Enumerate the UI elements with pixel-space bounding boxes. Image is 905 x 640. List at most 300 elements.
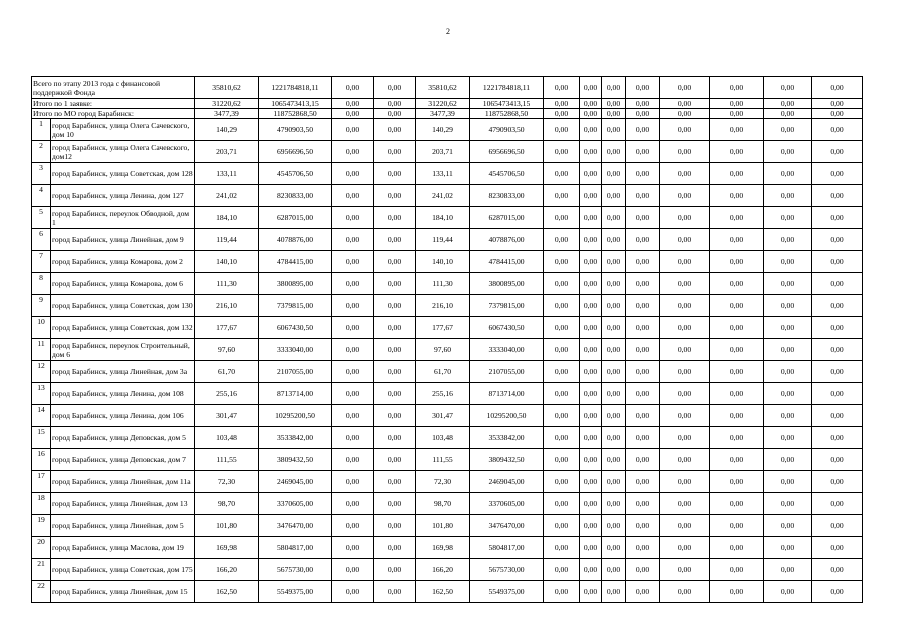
zero-value: 0,00 [812, 427, 863, 449]
zero-value: 0,00 [602, 339, 626, 361]
zero-value: 0,00 [544, 383, 580, 405]
area-repeat: 216,10 [416, 295, 470, 317]
zero-value: 0,00 [812, 317, 863, 339]
row-number: 12 [32, 361, 51, 383]
zero-value: 0,00 [764, 515, 812, 537]
zero-value: 0,00 [374, 405, 416, 427]
area-repeat: 301,47 [416, 405, 470, 427]
cost-repeat: 5549375,00 [470, 581, 544, 603]
zero-value: 0,00 [710, 427, 764, 449]
zero-value: 0,00 [374, 559, 416, 581]
total-cost: 4784415,00 [259, 251, 332, 273]
row-number: 5 [32, 207, 51, 229]
summary-value: 0,00 [602, 77, 626, 99]
zero-value: 0,00 [626, 427, 660, 449]
row-number: 11 [32, 339, 51, 361]
zero-value: 0,00 [710, 405, 764, 427]
zero-value: 0,00 [710, 449, 764, 471]
zero-value: 0,00 [374, 581, 416, 603]
zero-value: 0,00 [626, 537, 660, 559]
resettlement-table [31, 76, 863, 603]
zero-value: 0,00 [764, 229, 812, 251]
zero-value: 0,00 [580, 471, 602, 493]
zero-value: 0,00 [764, 537, 812, 559]
zero-value: 0,00 [332, 559, 374, 581]
cost-repeat: 4078876,00 [470, 229, 544, 251]
zero-value: 0,00 [626, 163, 660, 185]
summary-value: 0,00 [710, 77, 764, 99]
cost-repeat: 2107055,00 [470, 361, 544, 383]
area-repeat: 241,02 [416, 185, 470, 207]
table-row [32, 273, 863, 295]
area-repeat: 103,48 [416, 427, 470, 449]
house-address: город Барабинск, улица Комарова, дом 6 [51, 273, 195, 295]
total-area: 72,30 [195, 471, 259, 493]
summary-value: 0,00 [602, 109, 626, 119]
total-area: 241,02 [195, 185, 259, 207]
zero-value: 0,00 [374, 163, 416, 185]
house-address: город Барабинск, улица Олега Сачевского, дом12 [51, 141, 195, 163]
zero-value: 0,00 [626, 119, 660, 141]
zero-value: 0,00 [602, 317, 626, 339]
total-area: 97,60 [195, 339, 259, 361]
table-row [32, 471, 863, 493]
zero-value: 0,00 [332, 427, 374, 449]
house-address: город Барабинск, улица Линейная, дом 13 [51, 493, 195, 515]
table-row [32, 185, 863, 207]
cost-repeat: 8230833,00 [470, 185, 544, 207]
total-cost: 5804817,00 [259, 537, 332, 559]
summary-value: 0,00 [332, 99, 374, 109]
cost-repeat: 10295200,50 [470, 405, 544, 427]
zero-value: 0,00 [660, 383, 710, 405]
zero-value: 0,00 [580, 295, 602, 317]
zero-value: 0,00 [764, 471, 812, 493]
cost-repeat: 3533842,00 [470, 427, 544, 449]
zero-value: 0,00 [332, 251, 374, 273]
summary-value: 0,00 [544, 99, 580, 109]
summary-value: 0,00 [812, 77, 863, 99]
zero-value: 0,00 [764, 317, 812, 339]
area-repeat: 169,98 [416, 537, 470, 559]
zero-value: 0,00 [602, 559, 626, 581]
total-cost: 3800895,00 [259, 273, 332, 295]
zero-value: 0,00 [580, 141, 602, 163]
zero-value: 0,00 [374, 515, 416, 537]
zero-value: 0,00 [544, 251, 580, 273]
table-row [32, 141, 863, 163]
zero-value: 0,00 [660, 317, 710, 339]
total-area: 103,48 [195, 427, 259, 449]
zero-value: 0,00 [764, 163, 812, 185]
row-number: 1 [32, 119, 51, 141]
zero-value: 0,00 [544, 229, 580, 251]
table-row [32, 339, 863, 361]
zero-value: 0,00 [660, 119, 710, 141]
zero-value: 0,00 [812, 163, 863, 185]
zero-value: 0,00 [374, 141, 416, 163]
zero-value: 0,00 [580, 119, 602, 141]
zero-value: 0,00 [544, 449, 580, 471]
total-area: 184,10 [195, 207, 259, 229]
zero-value: 0,00 [764, 559, 812, 581]
area-repeat: 177,67 [416, 317, 470, 339]
zero-value: 0,00 [660, 163, 710, 185]
zero-value: 0,00 [602, 361, 626, 383]
zero-value: 0,00 [812, 185, 863, 207]
zero-value: 0,00 [626, 207, 660, 229]
row-number: 2 [32, 141, 51, 163]
total-cost: 6287015,00 [259, 207, 332, 229]
zero-value: 0,00 [374, 229, 416, 251]
house-address: город Барабинск, улица Линейная, дом 15 [51, 581, 195, 603]
zero-value: 0,00 [764, 251, 812, 273]
zero-value: 0,00 [580, 537, 602, 559]
summary-value: 3477,39 [416, 109, 470, 119]
zero-value: 0,00 [812, 339, 863, 361]
house-address: город Барабинск, улица Линейная, дом 3а [51, 361, 195, 383]
zero-value: 0,00 [602, 405, 626, 427]
area-repeat: 255,16 [416, 383, 470, 405]
zero-value: 0,00 [332, 119, 374, 141]
zero-value: 0,00 [544, 163, 580, 185]
zero-value: 0,00 [626, 141, 660, 163]
total-cost: 7379815,00 [259, 295, 332, 317]
zero-value: 0,00 [626, 251, 660, 273]
zero-value: 0,00 [374, 251, 416, 273]
table-row [32, 493, 863, 515]
summary-value: 0,00 [626, 109, 660, 119]
house-address: город Барабинск, улица Советская, дом 132 [51, 317, 195, 339]
zero-value: 0,00 [660, 471, 710, 493]
total-area: 162,50 [195, 581, 259, 603]
zero-value: 0,00 [812, 141, 863, 163]
zero-value: 0,00 [710, 339, 764, 361]
summary-value: 1221784818,11 [470, 77, 544, 99]
zero-value: 0,00 [660, 427, 710, 449]
zero-value: 0,00 [332, 493, 374, 515]
house-address: город Барабинск, улица Линейная, дом 11а [51, 471, 195, 493]
zero-value: 0,00 [710, 185, 764, 207]
summary-value: 0,00 [660, 77, 710, 99]
zero-value: 0,00 [764, 449, 812, 471]
zero-value: 0,00 [544, 405, 580, 427]
summary-value: 0,00 [764, 109, 812, 119]
zero-value: 0,00 [812, 361, 863, 383]
table-row [32, 581, 863, 603]
zero-value: 0,00 [626, 493, 660, 515]
cost-repeat: 3333040,00 [470, 339, 544, 361]
row-number: 19 [32, 515, 51, 537]
zero-value: 0,00 [544, 559, 580, 581]
zero-value: 0,00 [626, 471, 660, 493]
row-number: 14 [32, 405, 51, 427]
row-number: 8 [32, 273, 51, 295]
summary-label: Итого по МО город Барабинск: [32, 109, 195, 119]
table-row [32, 427, 863, 449]
cost-repeat: 8713714,00 [470, 383, 544, 405]
total-cost: 4790903,50 [259, 119, 332, 141]
area-repeat: 166,20 [416, 559, 470, 581]
zero-value: 0,00 [544, 361, 580, 383]
row-number: 13 [32, 383, 51, 405]
row-number: 21 [32, 559, 51, 581]
zero-value: 0,00 [544, 427, 580, 449]
zero-value: 0,00 [602, 273, 626, 295]
zero-value: 0,00 [660, 449, 710, 471]
zero-value: 0,00 [710, 361, 764, 383]
zero-value: 0,00 [710, 559, 764, 581]
summary-value: 1065473413,15 [470, 99, 544, 109]
zero-value: 0,00 [374, 361, 416, 383]
zero-value: 0,00 [580, 427, 602, 449]
zero-value: 0,00 [626, 339, 660, 361]
summary-value: 118752868,50 [259, 109, 332, 119]
zero-value: 0,00 [660, 581, 710, 603]
zero-value: 0,00 [374, 185, 416, 207]
table-row [32, 251, 863, 273]
zero-value: 0,00 [602, 185, 626, 207]
table-row [32, 317, 863, 339]
zero-value: 0,00 [660, 185, 710, 207]
cost-repeat: 3370605,00 [470, 493, 544, 515]
summary-value: 0,00 [332, 77, 374, 99]
area-repeat: 133,11 [416, 163, 470, 185]
zero-value: 0,00 [764, 405, 812, 427]
area-repeat: 184,10 [416, 207, 470, 229]
zero-value: 0,00 [374, 493, 416, 515]
house-address: город Барабинск, улица Олега Сачевского, дом 10 [51, 119, 195, 141]
zero-value: 0,00 [764, 581, 812, 603]
summary-value: 0,00 [332, 109, 374, 119]
house-address: город Барабинск, улица Советская, дом 128 [51, 163, 195, 185]
summary-value: 0,00 [710, 109, 764, 119]
zero-value: 0,00 [710, 317, 764, 339]
zero-value: 0,00 [660, 141, 710, 163]
zero-value: 0,00 [626, 185, 660, 207]
zero-value: 0,00 [374, 339, 416, 361]
zero-value: 0,00 [544, 493, 580, 515]
zero-value: 0,00 [626, 581, 660, 603]
house-address: город Барабинск, переулок Строительный, дом 6 [51, 339, 195, 361]
total-cost: 6956696,50 [259, 141, 332, 163]
cost-repeat: 5804817,00 [470, 537, 544, 559]
total-area: 166,20 [195, 559, 259, 581]
house-address: город Барабинск, улица Линейная, дом 9 [51, 229, 195, 251]
row-number: 18 [32, 493, 51, 515]
zero-value: 0,00 [580, 273, 602, 295]
total-area: 111,30 [195, 273, 259, 295]
area-repeat: 203,71 [416, 141, 470, 163]
total-cost: 5675730,00 [259, 559, 332, 581]
zero-value: 0,00 [710, 515, 764, 537]
zero-value: 0,00 [602, 493, 626, 515]
row-number: 17 [32, 471, 51, 493]
total-area: 111,55 [195, 449, 259, 471]
zero-value: 0,00 [710, 119, 764, 141]
area-repeat: 98,70 [416, 493, 470, 515]
zero-value: 0,00 [374, 273, 416, 295]
zero-value: 0,00 [580, 449, 602, 471]
summary-value: 35810,62 [416, 77, 470, 99]
zero-value: 0,00 [602, 383, 626, 405]
total-cost: 10295200,50 [259, 405, 332, 427]
zero-value: 0,00 [602, 229, 626, 251]
total-area: 98,70 [195, 493, 259, 515]
zero-value: 0,00 [374, 427, 416, 449]
zero-value: 0,00 [332, 141, 374, 163]
zero-value: 0,00 [626, 405, 660, 427]
summary-value: 0,00 [544, 77, 580, 99]
summary-value: 31220,62 [195, 99, 259, 109]
zero-value: 0,00 [626, 361, 660, 383]
zero-value: 0,00 [332, 471, 374, 493]
zero-value: 0,00 [544, 515, 580, 537]
table-row [32, 207, 863, 229]
zero-value: 0,00 [374, 537, 416, 559]
zero-value: 0,00 [332, 537, 374, 559]
table-row [32, 449, 863, 471]
table-row [32, 229, 863, 251]
total-area: 203,71 [195, 141, 259, 163]
zero-value: 0,00 [764, 361, 812, 383]
house-address: город Барабинск, улица Комарова, дом 2 [51, 251, 195, 273]
summary-value: 0,00 [374, 109, 416, 119]
table-body [32, 77, 863, 603]
zero-value: 0,00 [626, 295, 660, 317]
zero-value: 0,00 [544, 141, 580, 163]
zero-value: 0,00 [812, 383, 863, 405]
house-address: город Барабинск, улица Деповская, дом 7 [51, 449, 195, 471]
cost-repeat: 3800895,00 [470, 273, 544, 295]
zero-value: 0,00 [374, 471, 416, 493]
table-row [32, 119, 863, 141]
summary-row [32, 99, 863, 109]
zero-value: 0,00 [544, 537, 580, 559]
zero-value: 0,00 [710, 229, 764, 251]
zero-value: 0,00 [602, 471, 626, 493]
house-address: город Барабинск, улица Ленина, дом 108 [51, 383, 195, 405]
zero-value: 0,00 [374, 317, 416, 339]
summary-value: 118752868,50 [470, 109, 544, 119]
summary-value: 0,00 [626, 77, 660, 99]
summary-label: Итого по 1 заявке: [32, 99, 195, 109]
zero-value: 0,00 [602, 537, 626, 559]
zero-value: 0,00 [602, 251, 626, 273]
zero-value: 0,00 [626, 383, 660, 405]
zero-value: 0,00 [332, 207, 374, 229]
zero-value: 0,00 [544, 471, 580, 493]
summary-value: 0,00 [710, 99, 764, 109]
zero-value: 0,00 [812, 449, 863, 471]
zero-value: 0,00 [580, 559, 602, 581]
area-repeat: 140,10 [416, 251, 470, 273]
zero-value: 0,00 [580, 339, 602, 361]
zero-value: 0,00 [764, 185, 812, 207]
house-address: город Барабинск, улица Ленина, дом 127 [51, 185, 195, 207]
summary-value: 0,00 [374, 99, 416, 109]
summary-value: 0,00 [580, 109, 602, 119]
zero-value: 0,00 [580, 405, 602, 427]
zero-value: 0,00 [602, 581, 626, 603]
zero-value: 0,00 [660, 405, 710, 427]
summary-value: 0,00 [374, 77, 416, 99]
zero-value: 0,00 [602, 207, 626, 229]
zero-value: 0,00 [812, 207, 863, 229]
table-row [32, 515, 863, 537]
zero-value: 0,00 [374, 119, 416, 141]
zero-value: 0,00 [660, 229, 710, 251]
total-cost: 5549375,00 [259, 581, 332, 603]
zero-value: 0,00 [332, 405, 374, 427]
area-repeat: 72,30 [416, 471, 470, 493]
zero-value: 0,00 [580, 207, 602, 229]
zero-value: 0,00 [332, 361, 374, 383]
zero-value: 0,00 [332, 163, 374, 185]
zero-value: 0,00 [602, 427, 626, 449]
zero-value: 0,00 [812, 471, 863, 493]
area-repeat: 140,29 [416, 119, 470, 141]
cost-repeat: 4545706,50 [470, 163, 544, 185]
zero-value: 0,00 [580, 229, 602, 251]
zero-value: 0,00 [580, 361, 602, 383]
zero-value: 0,00 [764, 339, 812, 361]
summary-value: 31220,62 [416, 99, 470, 109]
table-row [32, 383, 863, 405]
zero-value: 0,00 [710, 295, 764, 317]
area-repeat: 119,44 [416, 229, 470, 251]
summary-value: 0,00 [764, 99, 812, 109]
summary-label: Всего по этапу 2013 года с финансовой поддержкой Фонда [32, 77, 195, 99]
total-area: 216,10 [195, 295, 259, 317]
zero-value: 0,00 [332, 449, 374, 471]
zero-value: 0,00 [812, 493, 863, 515]
zero-value: 0,00 [544, 339, 580, 361]
zero-value: 0,00 [626, 559, 660, 581]
summary-row [32, 109, 863, 119]
total-cost: 3809432,50 [259, 449, 332, 471]
area-repeat: 101,80 [416, 515, 470, 537]
zero-value: 0,00 [374, 295, 416, 317]
zero-value: 0,00 [544, 581, 580, 603]
house-address: город Барабинск, улица Ленина, дом 106 [51, 405, 195, 427]
zero-value: 0,00 [764, 273, 812, 295]
page-number: 2 [446, 27, 450, 36]
summary-value: 0,00 [580, 77, 602, 99]
zero-value: 0,00 [580, 493, 602, 515]
cost-repeat: 4790903,50 [470, 119, 544, 141]
total-cost: 4078876,00 [259, 229, 332, 251]
area-repeat: 61,70 [416, 361, 470, 383]
total-area: 177,67 [195, 317, 259, 339]
cost-repeat: 6067430,50 [470, 317, 544, 339]
zero-value: 0,00 [710, 207, 764, 229]
total-area: 119,44 [195, 229, 259, 251]
cost-repeat: 4784415,00 [470, 251, 544, 273]
total-area: 140,29 [195, 119, 259, 141]
zero-value: 0,00 [374, 383, 416, 405]
zero-value: 0,00 [764, 141, 812, 163]
zero-value: 0,00 [374, 449, 416, 471]
zero-value: 0,00 [626, 317, 660, 339]
table-row [32, 163, 863, 185]
zero-value: 0,00 [544, 185, 580, 207]
table-row [32, 537, 863, 559]
summary-value: 0,00 [812, 109, 863, 119]
zero-value: 0,00 [812, 295, 863, 317]
zero-value: 0,00 [332, 383, 374, 405]
total-cost: 2107055,00 [259, 361, 332, 383]
